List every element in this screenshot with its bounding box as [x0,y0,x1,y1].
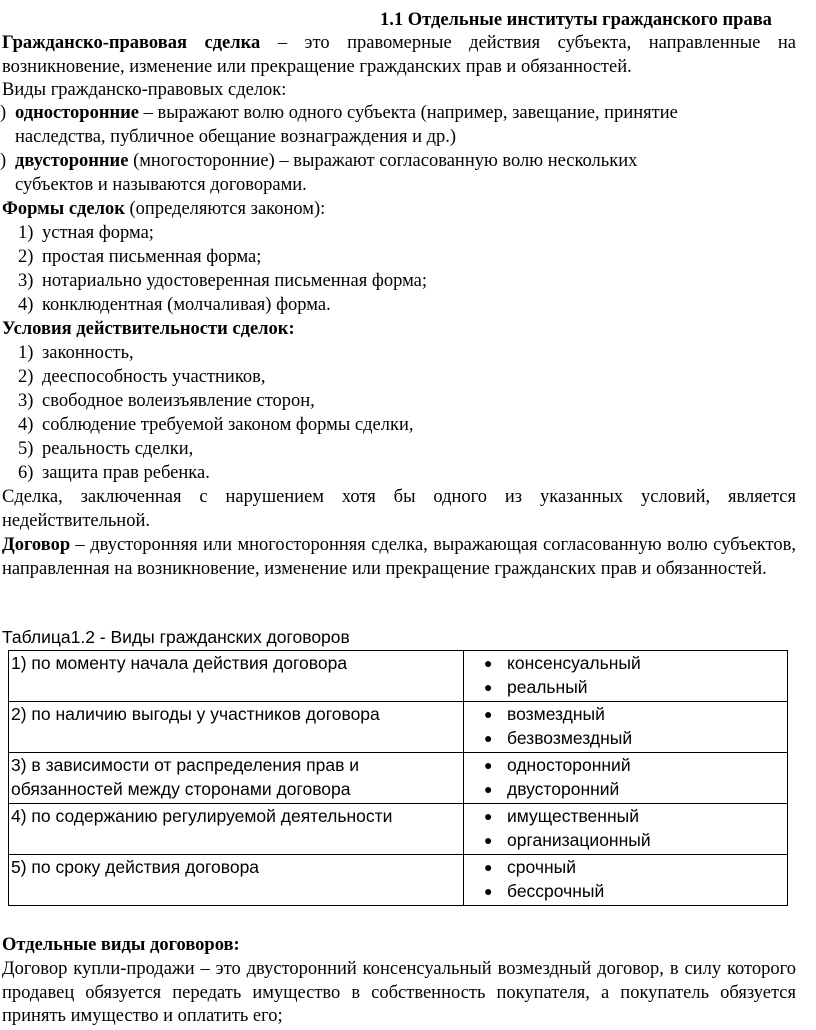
criterion-cell: 3) в зависимости от распределения прав и обязанностей между сторонами договора [9,753,464,804]
forms-term: Формы сделок [2,199,125,219]
options-cell [464,702,788,753]
contract-definition [2,534,796,581]
table-row [9,753,788,804]
options-cell [464,753,788,804]
list-item: ● односторонний [484,755,631,775]
type-term: двусторонние [15,151,129,171]
bullet-icon: ● [484,655,493,671]
paren-marker: ) [0,103,7,123]
list-item: ● двусторонний [484,779,620,799]
bullet-icon: ● [484,883,493,899]
term-transaction: Гражданско-правовая сделка [2,33,261,53]
sale-contract-paragraph: Договор купли-продажи – это двусторонний консенсуальный возмездный договор, в силу которого продавец обязуется передать имущество в собственность покупателя, а покупатель обязуется принять имущество и оплатить его; [2,959,796,1026]
table-row [9,651,788,702]
separate-kinds-heading: Отдельные виды договоров: [2,935,240,955]
transaction-definition-text: – это правомерные действия субъекта, направленные на возникновение, изменение или прекращение гражданских прав и обязанностей. [2,33,796,77]
forms-note: (определяются законом): [124,199,326,219]
forms-heading [2,198,796,222]
options-cell [464,855,788,906]
section-title: 1.1 Отдельные институты гражданского права [380,10,772,30]
list-item: ● реальный [484,677,588,697]
list-item: ● имущественный [484,806,639,826]
bullet-icon: ● [484,730,493,746]
bullet-icon: ● [484,706,493,722]
contract-types-table [8,650,788,906]
list-item: ● бессрочный [484,881,605,901]
conditions-heading: Условия действительности сделок: [2,319,295,339]
paren-marker: ) [0,151,7,171]
invalidity-paragraph: Сделка, заключенная с нарушением хотя бы одного из указанных условий, является недействительной. [2,487,796,531]
list-item: ● безвозмездный [484,728,633,748]
list-item: ● срочный [484,857,576,877]
bullet-icon: ● [484,679,493,695]
type-term: односторонние [15,103,140,123]
list-item: ● организационный [484,830,651,850]
bullet-icon: ● [484,808,493,824]
criterion-cell: 2) по наличию выгоды у участников договора [9,702,464,753]
table-row [9,702,788,753]
contract-definition-text: – двусторонняя или многосторонняя сделка, выражающая согласованную волю субъектов, направленная на возникновение, изменение или прекращение гражданских прав и обязанностей. [2,535,796,579]
bullet-icon: ● [484,757,493,773]
list-item: ● возмездный [484,704,605,724]
options-cell [464,651,788,702]
criterion-cell: 4) по содержанию регулируемой деятельности [9,804,464,855]
table-caption: Таблица1.2 - Виды гражданских договоров [2,627,350,647]
types-heading: Виды гражданско-правовых сделок: [2,80,287,100]
criterion-cell: 5) по сроку действия договора [9,855,464,906]
type-text-cont: наследства, публичное обещание вознаграждения и др.) [15,127,457,147]
criterion-cell: 1) по моменту начала действия договора [9,651,464,702]
list-item: ● консенсуальный [484,653,641,673]
type-text: (многосторонние) – выражают согласованную волю нескольких [128,151,638,171]
term-contract: Договор [2,535,71,555]
table-row [9,855,788,906]
type-text: – выражают волю одного субъекта (например, завещание, принятие [139,103,678,123]
transaction-definition [2,32,796,79]
type-text-cont: субъектов и называются договорами. [15,175,307,195]
bullet-icon: ● [484,832,493,848]
options-cell [464,804,788,855]
table-row [9,804,788,855]
bullet-icon: ● [484,781,493,797]
bullet-icon: ● [484,859,493,875]
